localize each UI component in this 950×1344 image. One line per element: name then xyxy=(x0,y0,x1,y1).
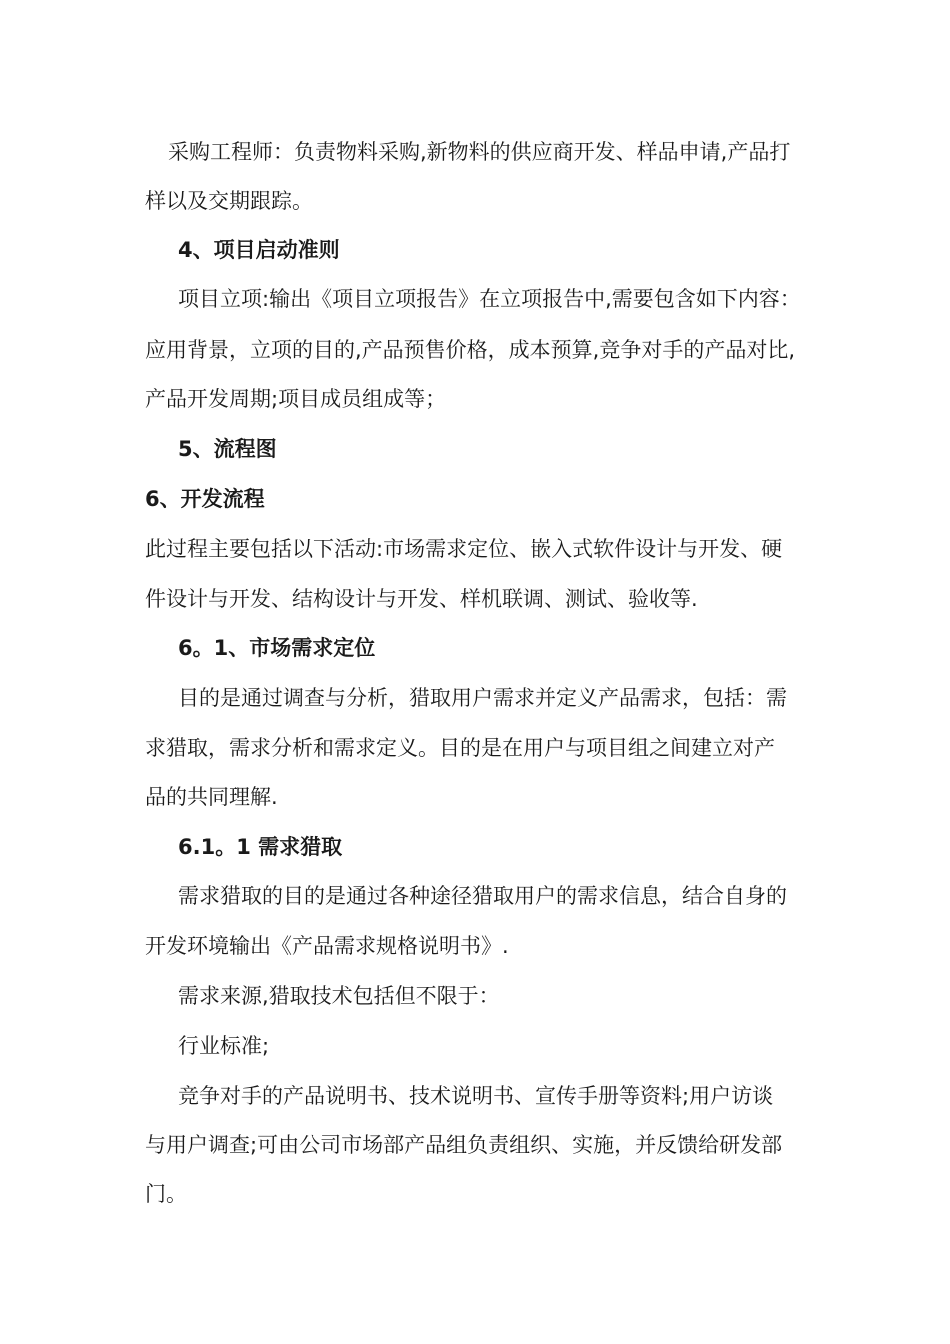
paragraph-line: 与用户调查;可由公司市场部产品组负责组织、实施，并反馈给研发部 xyxy=(145,1133,783,1157)
section-heading: 5、流程图 xyxy=(178,437,277,461)
paragraph-line: 竞争对手的产品说明书、技术说明书、宣传手册等资料;用户访谈 xyxy=(178,1084,774,1108)
paragraph-line: 开发环境输出《产品需求规格说明书》. xyxy=(145,934,509,958)
paragraph-line: 此过程主要包括以下活动:市场需求定位、嵌入式软件设计与开发、硬 xyxy=(145,537,783,561)
paragraph-line: 品的共同理解. xyxy=(145,785,278,809)
paragraph-line: 求猎取，需求分析和需求定义。目的是在用户与项目组之间建立对产 xyxy=(145,736,775,760)
section-heading: 6、开发流程 xyxy=(145,487,265,511)
paragraph-line: 采购工程师：负责物料采购,新物料的供应商开发、样品申请,产品打 xyxy=(168,140,791,164)
paragraph-line: 件设计与开发、结构设计与开发、样机联调、测试、验收等. xyxy=(145,587,698,611)
paragraph-line: 目的是通过调查与分析，猎取用户需求并定义产品需求，包括：需 xyxy=(178,686,787,710)
section-heading: 4、项目启动准则 xyxy=(178,238,340,262)
paragraph-line: 行业标准; xyxy=(178,1034,270,1058)
paragraph-line: 项目立项:输出《项目立项报告》在立项报告中,需要包含如下内容： xyxy=(178,287,801,311)
paragraph-line: 产品开发周期;项目成员组成等； xyxy=(145,387,447,411)
subsection-heading: 6.1。1 需求猎取 xyxy=(178,835,343,859)
paragraph-line: 需求来源,猎取技术包括但不限于： xyxy=(178,984,500,1008)
paragraph-line: 样以及交期跟踪。 xyxy=(145,189,313,213)
subsection-heading: 6。1、市场需求定位 xyxy=(178,636,376,660)
paragraph-line: 应用背景，立项的目的,产品预售价格，成本预算,竞争对手的产品对比, xyxy=(145,338,796,362)
paragraph-line: 需求猎取的目的是通过各种途径猎取用户的需求信息，结合自身的 xyxy=(178,884,787,908)
paragraph-line: 门。 xyxy=(145,1182,187,1206)
